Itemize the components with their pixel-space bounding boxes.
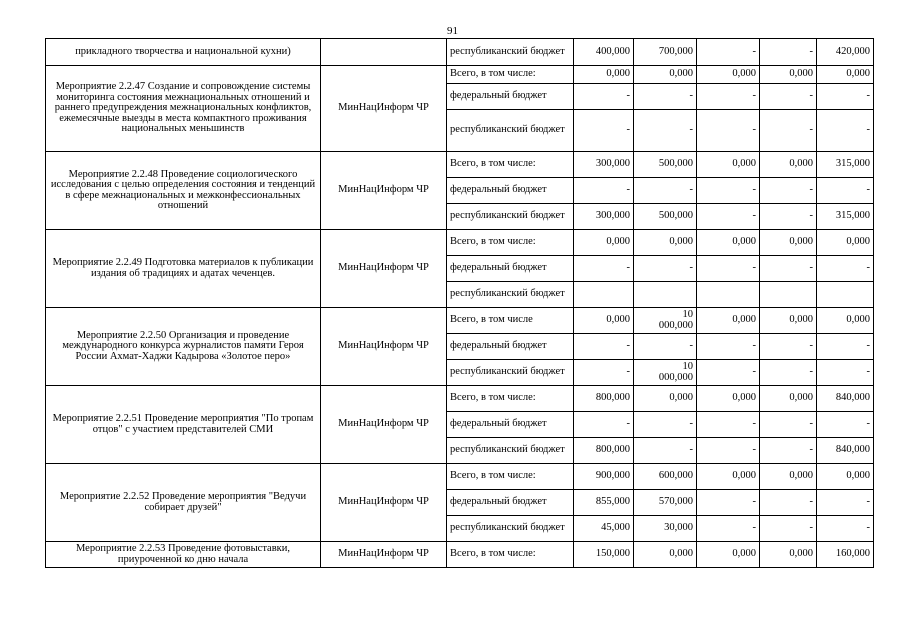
funding-source-cell: федеральный бюджет bbox=[447, 412, 574, 438]
amount-cell: - bbox=[697, 516, 760, 542]
amount-cell: 0,000 bbox=[697, 386, 760, 412]
funding-source-cell: республиканский бюджет bbox=[447, 360, 574, 386]
amount-cell: - bbox=[760, 39, 817, 66]
funding-source-cell: Всего, в том числе: bbox=[447, 152, 574, 178]
funding-source-cell: республиканский бюджет bbox=[447, 438, 574, 464]
table-row bbox=[46, 386, 874, 412]
amount-cell: - bbox=[697, 360, 760, 386]
amount-cell: 600,000 bbox=[634, 464, 697, 490]
amount-cell: - bbox=[697, 490, 760, 516]
amount-cell: - bbox=[634, 84, 697, 110]
funding-source-cell: Всего, в том числе bbox=[447, 308, 574, 334]
amount-cell: - bbox=[574, 110, 634, 152]
amount-cell: 300,000 bbox=[574, 204, 634, 230]
funding-source-cell: республиканский бюджет bbox=[447, 110, 574, 152]
amount-cell: - bbox=[634, 178, 697, 204]
amount-cell: 45,000 bbox=[574, 516, 634, 542]
amount-cell: - bbox=[760, 110, 817, 152]
funding-source-cell: федеральный бюджет bbox=[447, 490, 574, 516]
amount-cell: - bbox=[817, 178, 874, 204]
activity-cell: Мероприятие 2.2.49 Подготовка материалов к публикации издания об традициях и адатах чеченцев. bbox=[46, 230, 321, 308]
amount-cell: 420,000 bbox=[817, 39, 874, 66]
funding-source-cell: республиканский бюджет bbox=[447, 516, 574, 542]
funding-source-cell: Всего, в том числе: bbox=[447, 464, 574, 490]
activity-cell: Мероприятие 2.2.50 Организация и проведение международного конкурса журналистов памяти Героя России Ахмат-Хаджи Кадырова «Золотое перо» bbox=[46, 308, 321, 386]
amount-cell: 300,000 bbox=[574, 152, 634, 178]
amount-cell: 0,000 bbox=[574, 308, 634, 334]
amount-cell: 0,000 bbox=[760, 66, 817, 84]
amount-cell: 700,000 bbox=[634, 39, 697, 66]
amount-cell: 0,000 bbox=[817, 230, 874, 256]
amount-cell: - bbox=[817, 412, 874, 438]
table-row bbox=[46, 308, 874, 334]
amount-cell: 0,000 bbox=[760, 230, 817, 256]
amount-cell: 900,000 bbox=[574, 464, 634, 490]
amount-cell: 570,000 bbox=[634, 490, 697, 516]
amount-cell: 0,000 bbox=[574, 66, 634, 84]
amount-cell: 500,000 bbox=[634, 152, 697, 178]
amount-cell: 0,000 bbox=[574, 230, 634, 256]
amount-cell: - bbox=[760, 334, 817, 360]
amount-cell: - bbox=[574, 178, 634, 204]
amount-cell: - bbox=[697, 204, 760, 230]
table-row bbox=[46, 39, 874, 66]
amount-cell: 0,000 bbox=[697, 542, 760, 568]
amount-cell: - bbox=[574, 334, 634, 360]
amount-cell: - bbox=[697, 438, 760, 464]
amount-cell: - bbox=[817, 516, 874, 542]
amount-cell: - bbox=[760, 360, 817, 386]
amount-cell: - bbox=[634, 438, 697, 464]
amount-cell: - bbox=[817, 110, 874, 152]
table-row bbox=[46, 152, 874, 178]
amount-cell: 855,000 bbox=[574, 490, 634, 516]
funding-source-cell: Всего, в том числе: bbox=[447, 230, 574, 256]
activity-cell: Мероприятие 2.2.52 Проведение мероприятия "Ведучи собирает друзей" bbox=[46, 464, 321, 542]
amount-cell: 150,000 bbox=[574, 542, 634, 568]
amount-cell: 0,000 bbox=[634, 386, 697, 412]
funding-source-cell: федеральный бюджет bbox=[447, 256, 574, 282]
amount-cell: - bbox=[634, 110, 697, 152]
activity-cell: Мероприятие 2.2.47 Создание и сопровождение системы мониторинга состояния межнациональных отношений и раннего предупреждения межнациональных конфликтов, ежемесячные выезды в места компактного проживания национальных меньшинств bbox=[46, 66, 321, 152]
amount-cell: - bbox=[760, 256, 817, 282]
amount-cell: - bbox=[817, 360, 874, 386]
amount-cell: - bbox=[634, 334, 697, 360]
funding-source-cell: федеральный бюджет bbox=[447, 334, 574, 360]
amount-cell: 800,000 bbox=[574, 438, 634, 464]
funding-source-cell: республиканский бюджет bbox=[447, 282, 574, 308]
amount-cell: - bbox=[574, 256, 634, 282]
table-row bbox=[46, 464, 874, 490]
amount-cell: - bbox=[697, 334, 760, 360]
amount-cell: 0,000 bbox=[697, 66, 760, 84]
amount-cell: 0,000 bbox=[697, 308, 760, 334]
budget-table bbox=[45, 38, 874, 568]
amount-cell: 840,000 bbox=[817, 438, 874, 464]
amount-cell: 30,000 bbox=[634, 516, 697, 542]
amount-cell: - bbox=[697, 84, 760, 110]
amount-cell: 160,000 bbox=[817, 542, 874, 568]
table-row bbox=[46, 542, 874, 568]
activity-cell: Мероприятие 2.2.51 Проведение мероприятия "По тропам отцов" с участием представителей СМИ bbox=[46, 386, 321, 464]
funding-source-cell: федеральный бюджет bbox=[447, 84, 574, 110]
amount-cell: - bbox=[760, 490, 817, 516]
amount-cell: 800,000 bbox=[574, 386, 634, 412]
amount-cell: 10 000,000 bbox=[634, 308, 697, 334]
amount-cell: 10 000,000 bbox=[634, 360, 697, 386]
page-number: 91 bbox=[447, 25, 458, 37]
executor-cell: МинНацИнформ ЧР bbox=[321, 230, 447, 308]
amount-cell: 840,000 bbox=[817, 386, 874, 412]
amount-cell: 0,000 bbox=[634, 230, 697, 256]
amount-cell: - bbox=[817, 334, 874, 360]
amount-cell: - bbox=[760, 438, 817, 464]
table-row bbox=[46, 66, 874, 84]
amount-cell: 500,000 bbox=[634, 204, 697, 230]
amount-cell: 0,000 bbox=[817, 308, 874, 334]
amount-cell: - bbox=[634, 256, 697, 282]
amount-cell: - bbox=[760, 84, 817, 110]
amount-cell: - bbox=[760, 516, 817, 542]
funding-source-cell: республиканский бюджет bbox=[447, 39, 574, 66]
amount-cell: 0,000 bbox=[634, 542, 697, 568]
table-row bbox=[46, 230, 874, 256]
amount-cell: - bbox=[574, 412, 634, 438]
executor-cell: МинНацИнформ ЧР bbox=[321, 386, 447, 464]
amount-cell: 315,000 bbox=[817, 152, 874, 178]
amount-cell: - bbox=[697, 39, 760, 66]
amount-cell: 0,000 bbox=[697, 230, 760, 256]
funding-source-cell: Всего, в том числе: bbox=[447, 386, 574, 412]
amount-cell: 315,000 bbox=[817, 204, 874, 230]
amount-cell: - bbox=[817, 84, 874, 110]
executor-cell: МинНацИнформ ЧР bbox=[321, 66, 447, 152]
amount-cell bbox=[817, 282, 874, 308]
activity-cell: Мероприятие 2.2.53 Проведение фотовыставки, приуроченной ко дню начала bbox=[46, 542, 321, 568]
amount-cell: - bbox=[760, 412, 817, 438]
amount-cell: 0,000 bbox=[760, 152, 817, 178]
amount-cell: 0,000 bbox=[760, 542, 817, 568]
amount-cell: - bbox=[634, 412, 697, 438]
amount-cell: - bbox=[760, 204, 817, 230]
amount-cell: - bbox=[697, 256, 760, 282]
activity-cell: прикладного творчества и национальной кухни) bbox=[46, 39, 321, 66]
funding-source-cell: республиканский бюджет bbox=[447, 204, 574, 230]
amount-cell bbox=[697, 282, 760, 308]
amount-cell: 0,000 bbox=[760, 308, 817, 334]
amount-cell: 0,000 bbox=[760, 464, 817, 490]
funding-source-cell: федеральный бюджет bbox=[447, 178, 574, 204]
activity-cell: Мероприятие 2.2.48 Проведение социологического исследования с целью определения состояния и тенденций в сфере межнациональных и межконфессиональных отношений bbox=[46, 152, 321, 230]
amount-cell: 400,000 bbox=[574, 39, 634, 66]
amount-cell bbox=[760, 282, 817, 308]
amount-cell: - bbox=[697, 178, 760, 204]
amount-cell: - bbox=[760, 178, 817, 204]
amount-cell: - bbox=[817, 256, 874, 282]
amount-cell: - bbox=[697, 412, 760, 438]
amount-cell: 0,000 bbox=[760, 386, 817, 412]
amount-cell: - bbox=[574, 84, 634, 110]
funding-source-cell: Всего, в том числе: bbox=[447, 542, 574, 568]
executor-cell bbox=[321, 39, 447, 66]
amount-cell: - bbox=[697, 110, 760, 152]
executor-cell: МинНацИнформ ЧР bbox=[321, 464, 447, 542]
amount-cell: - bbox=[574, 360, 634, 386]
executor-cell: МинНацИнформ ЧР bbox=[321, 542, 447, 568]
executor-cell: МинНацИнформ ЧР bbox=[321, 308, 447, 386]
amount-cell: 0,000 bbox=[634, 66, 697, 84]
amount-cell: 0,000 bbox=[697, 464, 760, 490]
funding-source-cell: Всего, в том числе: bbox=[447, 66, 574, 84]
amount-cell: 0,000 bbox=[697, 152, 760, 178]
amount-cell bbox=[634, 282, 697, 308]
executor-cell: МинНацИнформ ЧР bbox=[321, 152, 447, 230]
amount-cell: 0,000 bbox=[817, 464, 874, 490]
amount-cell bbox=[574, 282, 634, 308]
amount-cell: 0,000 bbox=[817, 66, 874, 84]
amount-cell: - bbox=[817, 490, 874, 516]
